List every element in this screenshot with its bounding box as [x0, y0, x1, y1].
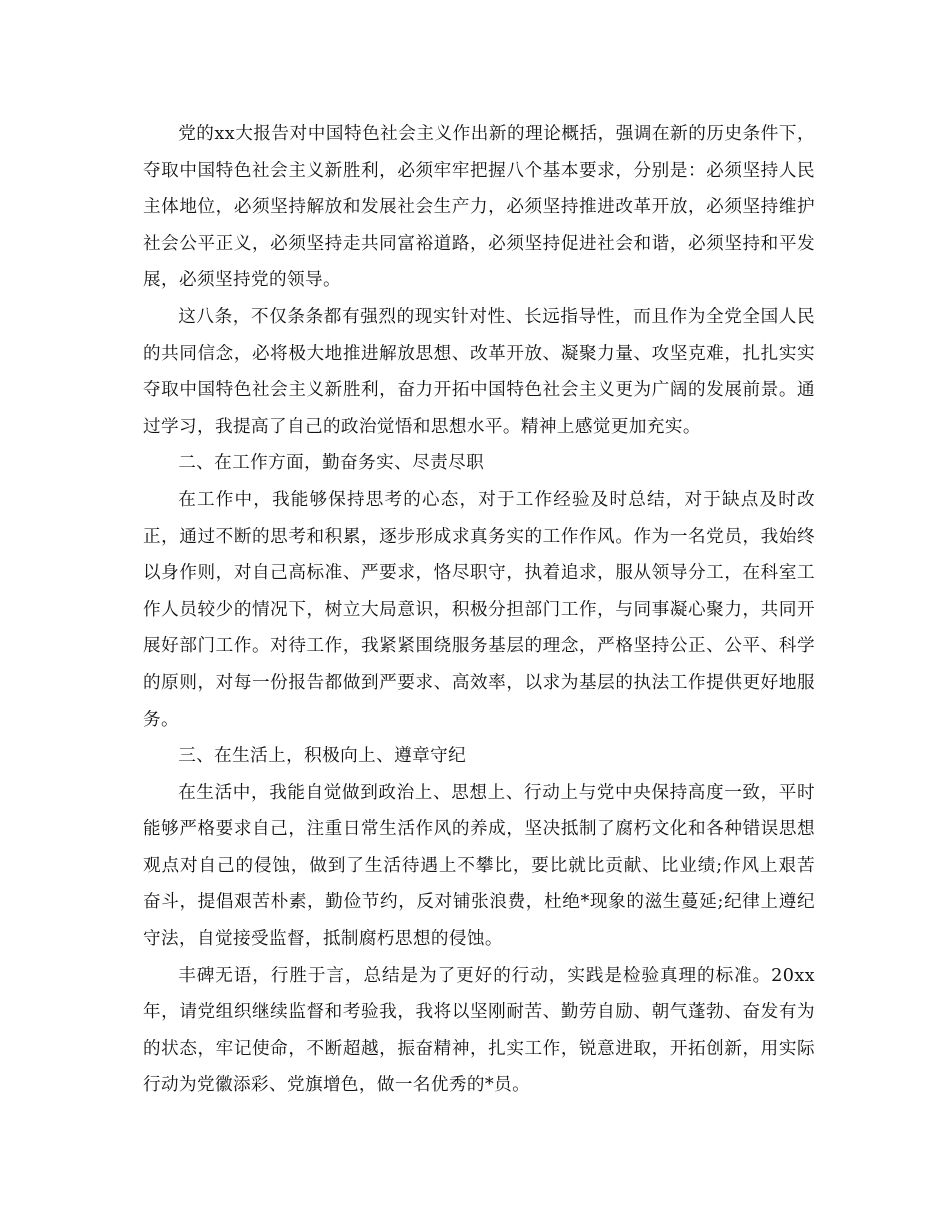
paragraph-life: 在生活中，我能自觉做到政治上、思想上、行动上与党中央保持高度一致，平时能够严格要求自己，注重日常生活作风的养成，坚决抵制了腐朽文化和各种错误思想观点对自己的侵蚀，做到了生活待遇上不攀比，要比就比贡献、比业绩;作风上艰苦奋斗，提倡艰苦朴素，勤俭节约，反对铺张浪费，杜绝*现象的滋生蔓延;纪律上遵纪守法，自觉接受监督，抵制腐朽思想的侵蚀。 [143, 782, 815, 950]
section-heading-work: 二、在工作方面，勤奋务实、尽责尽职 [178, 453, 485, 474]
paragraph-work: 在工作中，我能够保持思考的心态，对于工作经验及时总结，对于缺点及时改正，通过不断的思考和积累，逐步形成求真务实的工作作风。作为一名党员，我始终以身作则，对自己高标准、严要求，恪尽职守，执着追求，服从领导分工，在科室工作人员较少的情况下，树立大局意识，积极分担部门工作，与同事凝心聚力，共同开展好部门工作。对待工作，我紧紧围绕服务基层的理念，严格坚持公正、公平、科学的原则，对每一份报告都做到严要求、高效率，以求为基层的执法工作提供更好地服务。 [143, 489, 815, 730]
document-page [143, 116, 815, 1104]
section-heading-life: 三、在生活上，积极向上、遵章守纪 [178, 746, 467, 767]
paragraph-eight-requirements: 这八条，不仅条条都有强烈的现实针对性、长远指导性，而且作为全党全国人民的共同信念，必将极大地推进解放思想、改革开放、凝聚力量、攻坚克难，扎扎实实夺取中国特色社会主义新胜利，奋力开拓中国特色社会主义更为广阔的发展前景。通过学习，我提高了自己的政治觉悟和思想水平。精神上感觉更加充实。 [143, 306, 815, 437]
paragraph-conclusion: 丰碑无语，行胜于言，总结是为了更好的行动，实践是检验真理的标准。20xx年，请党组织继续监督和考验我，我将以坚刚耐苦、勤劳自励、朝气蓬勃、奋发有为的状态，牢记使命，不断超越，振奋精神，扎实工作，锐意进取，开拓创新，用实际行动为党徽添彩、党旗增色，做一名优秀的*员。 [143, 965, 815, 1096]
paragraph-intro: 党的xx大报告对中国特色社会主义作出新的理论概括，强调在新的历史条件下，夺取中国特色社会主义新胜利，必须牢牢把握八个基本要求，分别是：必须坚持人民主体地位，必须坚持解放和发展社会生产力，必须坚持推进改革开放，必须坚持维护社会公平正义，必须坚持走共同富裕道路，必须坚持促进社会和谐，必须坚持和平发展，必须坚持党的领导。 [143, 124, 815, 291]
